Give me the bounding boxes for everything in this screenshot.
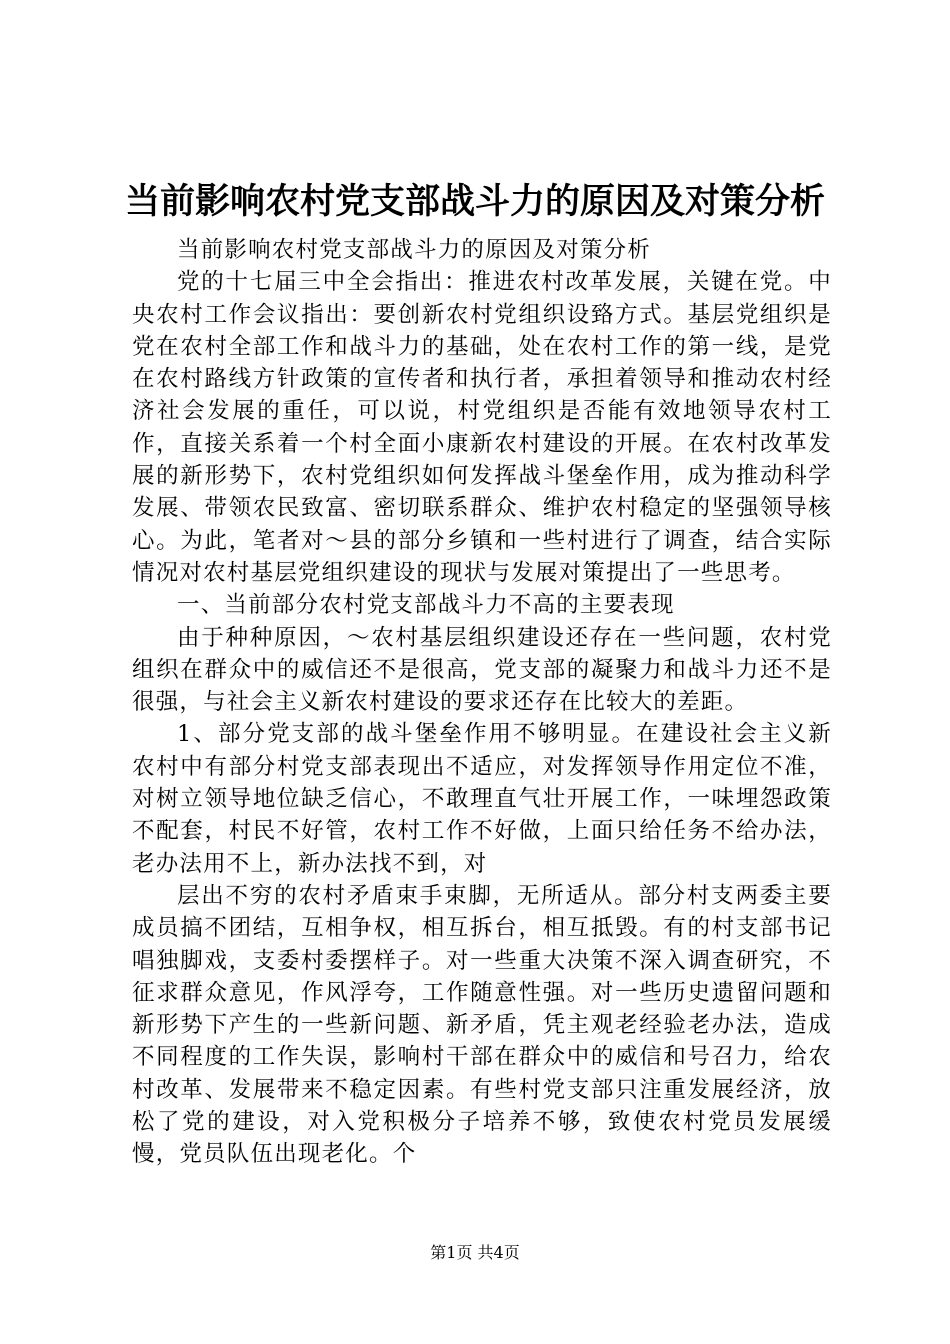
- body-paragraph: 由于种种原因，～农村基层组织建设还存在一些问题，农村党组织在群众中的威信还不是很高，党支部的凝聚力和战斗力还不是很强，与社会主义新农村建设的要求还存在比较大的差距。: [132, 624, 832, 716]
- point-paragraph: 1、部分党支部的战斗堡垒作用不够明显。在建设社会主义新农村中有部分村党支部表现出不适应，对发挥领导作用定位不准，对树立领导地位缺乏信心，不敢理直气壮开展工作，一味埋怨政策不配套，村民不好管，农村工作不好做，上面只给任务不给办法，老办法用不上，新办法找不到，对: [132, 721, 832, 877]
- section-heading: 一、当前部分农村党支部战斗力不高的主要表现: [177, 592, 675, 619]
- continuation-paragraph: 层出不穷的农村矛盾束手束脚，无所适从。部分村支两委主要成员搞不团结，互相争权，相互拆台，相互抵毁。有的村支部书记唱独脚戏，支委村委摆样子。对一些重大决策不深入调查研究，不征求群众意见，作风浮夸，工作随意性强。对一些历史遗留问题和新形势下产生的一些新问题、新矛盾，凭主观老经验老办法，造成不同程度的工作失误，影响村干部在群众中的威信和号召力，给农村改革、发展带来不稳定因素。有些村党支部只注重发展经济，放松了党的建设，对入党积极分子培养不够，致使农村党员发展缓慢，党员队伍出现老化。个: [132, 882, 832, 1168]
- page-footer: 第1页 共4页: [430, 1243, 520, 1262]
- subtitle-paragraph: 当前影响农村党支部战斗力的原因及对策分析: [177, 237, 652, 263]
- document-title: 当前影响农村党支部战斗力的原因及对策分析: [124, 181, 825, 222]
- intro-paragraph: 党的十七届三中全会指出：推进农村改革发展，关键在党。中央农村工作会议指出：要创新农村党组织设臵方式。基层党组织是党在农村全部工作和战斗力的基础，处在农村工作的第一线，是党在农村路线方针政策的宣传者和执行者，承担着领导和推动农村经济社会发展的重任，可以说，村党组织是否能有效地领导农村工作，直接关系着一个村全面小康新农村建设的开展。在农村改革发展的新形势下，农村党组织如何发挥战斗堡垒作用，成为推动科学发展、带领农民致富、密切联系群众、维护农村稳定的坚强领导核心。为此，笔者对～县的部分乡镇和一些村进行了调查，结合实际情况对农村基层党组织建设的现状与发展对策提出了一些思考。: [132, 269, 832, 586]
- document-body: [132, 234, 832, 1171]
